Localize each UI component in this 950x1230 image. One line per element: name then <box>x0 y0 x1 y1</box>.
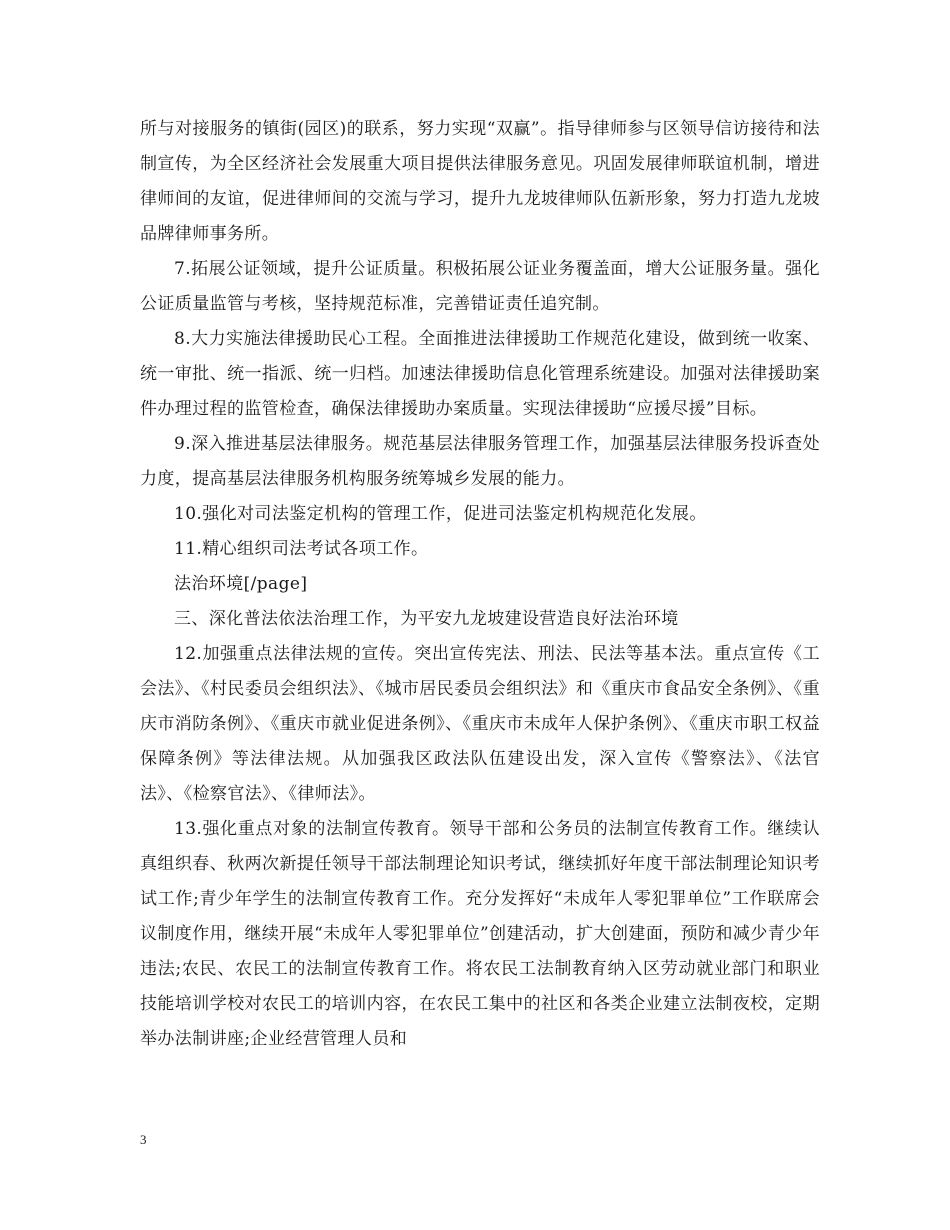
paragraph-lawyer-services: 所与对接服务的镇街(园区)的联系，努力实现“双赢”。指导律师参与区领导信访接待和法制宣传，为全区经济社会发展重大项目提供法律服务意见。巩固发展律师联谊机制，增进律师间的友谊，促进律师间的交流与学习，提升九龙坡律师队伍新形象，努力打造九龙坡品牌律师事务所。 <box>140 119 820 244</box>
paragraph-item-7-notary: 7.拓展公证领域，提升公证质量。积极拓展公证业务覆盖面，增大公证服务量。强化公证质量监管与考核，坚持规范标准，完善错证责任追究制。 <box>140 259 820 314</box>
paragraph-section-marker: 法治环境[/page] <box>174 574 308 594</box>
paragraph-item-12-publicity: 12.加强重点法律法规的宣传。突出宣传宪法、刑法、民法等基本法。重点宣传《工会法》、《村民委员会组织法》、《城市居民委员会组织法》和《重庆市食品安全条例》、《重庆市消防条例》、《重庆市就业促进条例》、《重庆市未成年人保护条例》、《重庆市职工权益保障条例》等法律法规。从加强我区政法队伍建设出发，深入宣传《警察法》、《法官法》、《检察官法》、《律师法》。 <box>140 644 820 804</box>
paragraph-item-9-grassroots: 9.深入推进基层法律服务。规范基层法律服务管理工作，加强基层法律服务投诉查处力度，提高基层法律服务机构服务统筹城乡发展的能力。 <box>140 434 820 489</box>
paragraph-item-8-legal-aid: 8.大力实施法律援助民心工程。全面推进法律援助工作规范化建设，做到统一收案、统一审批、统一指派、统一归档。加速法律援助信息化管理系统建设。加强对法律援助案件办理过程的监管检查，确保法律援助办案质量。实现法律援助“应援尽援”目标。 <box>140 329 820 419</box>
section-heading-3: 三、深化普法依法治理工作，为平安九龙坡建设营造良好法治环境 <box>174 609 679 629</box>
paragraph-item-11-exam: 11.精心组织司法考试各项工作。 <box>174 539 429 559</box>
paragraph-item-13-education: 13.强化重点对象的法制宣传教育。领导干部和公务员的法制宣传教育工作。继续认真组织春、秋两次新提任领导干部法制理论知识考试，继续抓好年度干部法制理论知识考试工作;青少年学生的法制宣传教育工作。充分发挥好“未成年人零犯罪单位”工作联席会议制度作用，继续开展“未成年人零犯罪单位”创建活动，扩大创建面，预防和减少青少年违法;农民、农民工的法制宣传教育工作。将农民工法制教育纳入区劳动就业部门和职业技能培训学校对农民工的培训内容，在农民工集中的社区和各类企业建立法制夜校，定期举办法制讲座;企业经营管理人员和 <box>140 819 820 1049</box>
document-body <box>140 112 820 1057</box>
page-number: 3 <box>140 1132 147 1147</box>
paragraph-item-10-forensics: 10.强化对司法鉴定机构的管理工作，促进司法鉴定机构规范化发展。 <box>174 504 707 524</box>
